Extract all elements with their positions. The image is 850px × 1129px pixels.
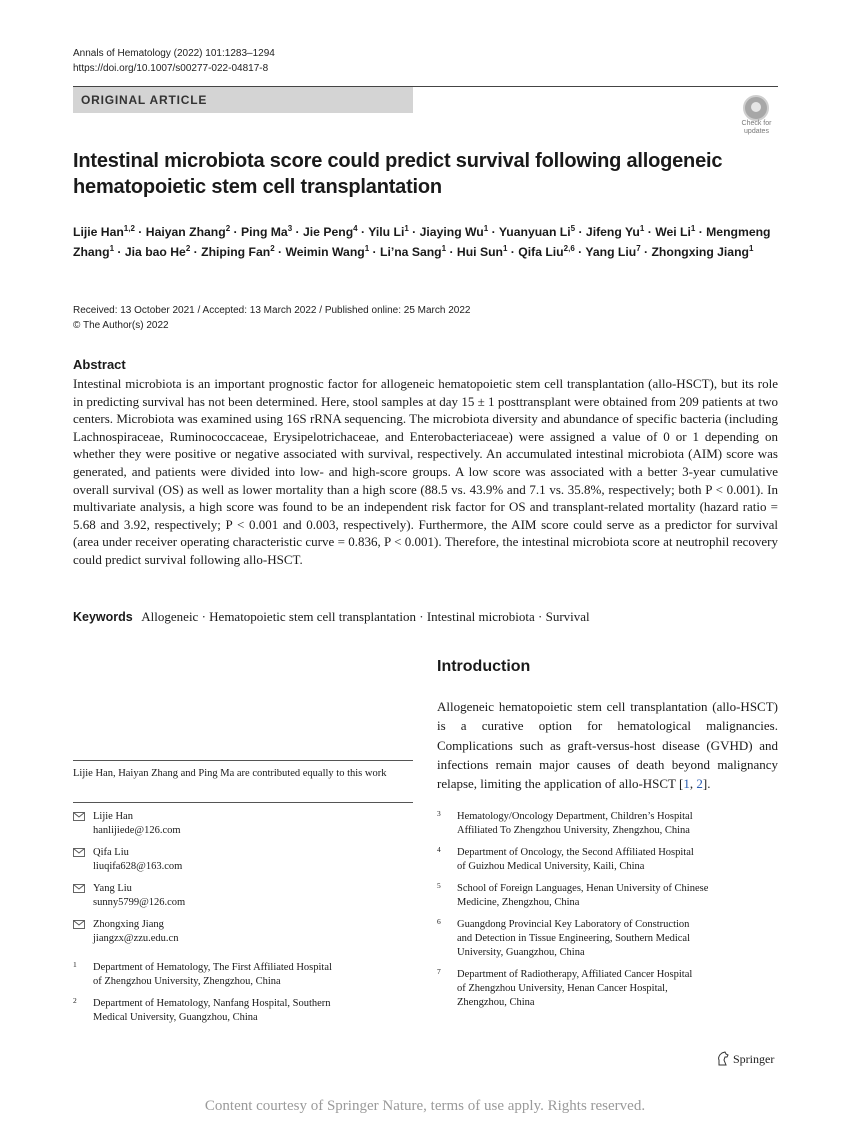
affiliation bbox=[437, 810, 778, 838]
keywords-label: Keywords bbox=[73, 610, 133, 624]
author-affiliation-sup: 4 bbox=[353, 223, 358, 233]
doi-link[interactable]: https://doi.org/10.1007/s00277-022-04817-8 bbox=[73, 63, 269, 74]
equal-contribution-note: Lijie Han, Haiyan Zhang and Ping Ma are contributed equally to this work bbox=[73, 768, 387, 779]
author-list: Lijie Han$^{1,2}$ · Haiyan Zhang$^2$ · Ping $Ma^3$ · Jie Peng$^4$ · Yilu $Li^1$ · Jiaying $Wu^1$ · Yuanyuan $Li^5$ · Jifeng $Yu^1$ · Wei $Li^1$ · Mengmeng Zhang$^1$ · Jia bao $He^2$ · Zhiping Fan$^2$ · Weimin Wang$^1$ · Li’na Sang$^1$ · Hui Sun$^1$ · Qifa Liu$^{2,6}$ · Yang Liu$^7$ · Zhongxing Jiang$^1$ bbox=[73, 223, 771, 259]
affiliation bbox=[437, 918, 778, 960]
envelope-icon bbox=[73, 884, 85, 893]
affiliation-line: and Detection in Tissue Engineering, Southern Medical bbox=[457, 933, 691, 944]
author-name[interactable]: Jia bao He bbox=[124, 245, 186, 259]
author-affiliation-sup: 1 bbox=[109, 243, 115, 253]
affiliation-line: University, Guangzhou, China bbox=[457, 947, 585, 958]
contact-entry bbox=[73, 882, 413, 918]
affiliation-line: of Guizhou Medical University, Kaili, China bbox=[457, 861, 645, 872]
springer-logo[interactable] bbox=[716, 1051, 774, 1067]
author-name[interactable]: Zhongxing Jiang bbox=[651, 245, 749, 259]
journal-header bbox=[73, 46, 275, 76]
affiliation-text bbox=[93, 997, 413, 1025]
author-name[interactable]: Yilu Li bbox=[368, 225, 405, 239]
contact-entry bbox=[73, 846, 413, 882]
author-affiliation-sup: 1 bbox=[690, 223, 696, 233]
affiliation-number: 3 bbox=[437, 809, 441, 818]
affiliation bbox=[73, 997, 413, 1025]
contact-email[interactable]: sunny5799@126.com bbox=[93, 897, 186, 908]
affiliation-line: Department of Oncology, the Second Affiliated Hospital bbox=[457, 847, 694, 858]
affiliation-line: Affiliated To Zhengzhou University, Zhengzhou, China bbox=[457, 825, 690, 836]
author-affiliation-sup: 1 bbox=[364, 243, 370, 253]
keywords bbox=[73, 608, 778, 626]
contact-name: Yang Liu bbox=[93, 883, 132, 894]
author-name[interactable]: Mengmeng Zhang bbox=[73, 225, 771, 259]
author-affiliation-sup: 1 bbox=[748, 243, 754, 253]
author-name[interactable]: Jiaying Wu bbox=[419, 225, 484, 239]
abstract-heading: Abstract bbox=[73, 357, 126, 372]
author-affiliation-sup: 1 bbox=[639, 223, 645, 233]
contact-name: Zhongxing Jiang bbox=[93, 919, 164, 930]
footnote-divider bbox=[73, 802, 413, 803]
contact-name: Lijie Han bbox=[93, 811, 133, 822]
reference-link-1[interactable]: 1 bbox=[683, 776, 690, 792]
affiliation-text bbox=[457, 846, 778, 874]
affiliation bbox=[437, 882, 778, 910]
badge-line-2: updates bbox=[744, 128, 769, 135]
affiliation-number: 6 bbox=[437, 917, 441, 926]
author-name[interactable]: Lijie Han bbox=[73, 225, 124, 239]
introduction-heading: Introduction bbox=[437, 658, 531, 675]
affiliation-text bbox=[457, 918, 778, 960]
affiliation-line: Medicine, Zhengzhou, China bbox=[457, 897, 580, 908]
affiliations-left bbox=[73, 961, 413, 1033]
check-for-updates-badge[interactable] bbox=[735, 95, 778, 137]
author-affiliation-sup: 5 bbox=[570, 223, 576, 233]
author-affiliation-sup: 1 bbox=[441, 243, 447, 253]
springer-horse-icon bbox=[716, 1051, 730, 1066]
introduction-text bbox=[437, 697, 778, 793]
abstract-text: Intestinal microbiota is an important prognostic factor for allogeneic hematopoietic stem cell transplantation (allo-HSCT), but its role in predicting survival has not been determined. Here, stool samples at day 15 ± 1 posttransplant were obtained from 209 patients at two centers. Microbiota was examined using 16S rRNA sequencing. The microbiota diversity and abundance of specific bacteria (including Lachnospiraceae, Ruminococcaceae, Erysipelotrichaceae, and Enterobacteriaceae) were assigned a value of 0 or 1 depending on whether they were positive or negative associated with survival, respectively. An accumulated intestinal microbiota (AIM) score was generated, and patients were divided into low- and high-score groups. A low score was associated with a better 3-year cumulative overall survival (OS) as well as lower mortality than a high score (88.5 vs. 43.9% and 7.1 vs. 35.8%, respectively; both P < 0.001). In multivariate analysis, a high score was found to be an independent risk factor for OS and transplant-related mortality (hazard ratio = 5.68 and 3.92, respectively; P < 0.001 and 0.003, respectively). Furthermore, the AIM score could serve as a predictor for survival (area under receiver operating characteristic curve = 0.836, P < 0.001). Therefore, the intestinal microbiota score at neutrophil recovery could predict survival following allo-HSCT. bbox=[73, 376, 778, 567]
journal-citation: Annals of Hematology (2022) 101:1283–1294 bbox=[73, 48, 275, 59]
copyright-line: © The Author(s) 2022 bbox=[73, 320, 169, 331]
affiliation bbox=[73, 961, 413, 989]
contact-info bbox=[93, 846, 182, 874]
contact-info bbox=[93, 918, 178, 946]
author-name[interactable]: Qifa Liu bbox=[518, 245, 564, 259]
affiliation-line: Medical University, Guangzhou, China bbox=[93, 1012, 258, 1023]
article-type-banner: ORIGINAL ARTICLE bbox=[73, 87, 413, 113]
contact-info bbox=[93, 810, 181, 838]
article-title: Intestinal microbiota score could predict survival following allogeneic hematopoietic stem cell transplantation bbox=[73, 150, 723, 198]
affiliation-text bbox=[457, 810, 778, 838]
envelope-icon bbox=[73, 812, 85, 821]
envelope-icon bbox=[73, 920, 85, 929]
contact-entry bbox=[73, 918, 413, 954]
affiliation bbox=[437, 846, 778, 874]
affiliations-right bbox=[437, 810, 778, 1018]
affiliation-text bbox=[457, 968, 778, 1010]
affiliation-number: 1 bbox=[73, 960, 77, 969]
contact-email[interactable]: liuqifa628@163.com bbox=[93, 861, 183, 872]
author-affiliation-sup: 1 bbox=[502, 243, 508, 253]
affiliation-text bbox=[93, 961, 413, 989]
author-name[interactable]: Weimin Wang bbox=[285, 245, 365, 259]
affiliation-line: of Zhengzhou University, Zhengzhou, China bbox=[93, 976, 281, 987]
received-accepted-published: Received: 13 October 2021 / Accepted: 13 March 2022 / Published online: 25 March 2022 bbox=[73, 305, 471, 316]
affiliation-line: of Zhengzhou University, Henan Cancer Hospital, bbox=[457, 983, 668, 994]
affiliation-number: 2 bbox=[73, 996, 77, 1005]
author-name[interactable]: Zhiping Fan bbox=[201, 245, 271, 259]
author-name[interactable]: Jifeng Yu bbox=[585, 225, 640, 239]
author-name[interactable]: Wei Li bbox=[655, 225, 691, 239]
corresponding-contacts bbox=[73, 810, 413, 954]
author-name[interactable]: Haiyan Zhang bbox=[145, 225, 226, 239]
envelope-icon bbox=[73, 848, 85, 857]
affiliation-line: School of Foreign Languages, Henan University of Chinese bbox=[457, 883, 709, 894]
badge-line-1: Check for bbox=[741, 120, 772, 127]
author-name[interactable]: Hui Sun bbox=[456, 245, 503, 259]
publisher-name: Springer bbox=[733, 1052, 775, 1066]
affiliation-text bbox=[457, 882, 778, 910]
footnote-divider-top bbox=[73, 760, 413, 761]
author-affiliation-sup: 2 bbox=[270, 243, 275, 253]
contact-email[interactable]: hanlijiede@126.com bbox=[93, 825, 181, 836]
author-name[interactable]: Ping Ma bbox=[240, 225, 288, 239]
affiliation-number: 4 bbox=[437, 845, 441, 854]
affiliation-number: 7 bbox=[437, 967, 441, 976]
reference-link-2[interactable]: 2 bbox=[696, 776, 703, 792]
author-affiliation-sup: 1,2 bbox=[123, 223, 135, 233]
author-name[interactable]: Yuanyuan Li bbox=[498, 225, 571, 239]
author-name[interactable]: Jie Peng bbox=[303, 225, 354, 239]
author-affiliation-sup: 1 bbox=[404, 223, 409, 233]
keywords-text: Allogeneic · Hematopoietic stem cell transplantation · Intestinal microbiota · Survival bbox=[141, 609, 590, 624]
affiliation-line: Department of Hematology, Nanfang Hospital, Southern bbox=[93, 998, 331, 1009]
intro-text-main: Allogeneic hematopoietic stem cell transplantation (allo-HSCT) is a curative option for hematological malignancies. Complications such as graft-versus-host disease (GVHD) and infections remain major causes of death beyond malignancy relapse, limiting the application of allo-HSCT [ bbox=[437, 699, 778, 792]
intro-text-end: ]. bbox=[702, 776, 711, 792]
contact-entry bbox=[73, 810, 413, 846]
check-updates-icon bbox=[743, 95, 769, 121]
affiliation-line: Hematology/Oncology Department, Children’s Hospital bbox=[457, 811, 693, 822]
author-affiliation-sup: 7 bbox=[636, 243, 641, 253]
rights-footer: Content courtesy of Springer Nature, terms of use apply. Rights reserved. bbox=[204, 1098, 646, 1114]
contact-name: Qifa Liu bbox=[93, 847, 129, 858]
affiliation-number: 5 bbox=[437, 881, 441, 890]
author-affiliation-sup: 2 bbox=[185, 243, 191, 253]
author-affiliation-sup: 2,6 bbox=[563, 243, 575, 253]
author-name[interactable]: Yang Liu bbox=[585, 245, 637, 259]
contact-email[interactable]: jiangzx@zzu.edu.cn bbox=[93, 933, 179, 944]
author-affiliation-sup: 2 bbox=[225, 223, 231, 233]
affiliation-line: Department of Radiotherapy, Affiliated Cancer Hospital bbox=[457, 969, 693, 980]
affiliation bbox=[437, 968, 778, 1010]
affiliation-line: Zhengzhou, China bbox=[457, 997, 535, 1008]
author-affiliation-sup: 1 bbox=[483, 223, 489, 233]
publication-dates bbox=[73, 303, 470, 333]
contact-info bbox=[93, 882, 185, 910]
ref-separator: , bbox=[689, 776, 697, 792]
affiliation-line: Guangdong Provincial Key Laboratory of Construction bbox=[457, 919, 690, 930]
author-affiliation-sup: 3 bbox=[287, 223, 293, 233]
affiliation-line: Department of Hematology, The First Affiliated Hospital bbox=[93, 962, 332, 973]
author-name[interactable]: Li’na Sang bbox=[380, 245, 442, 259]
